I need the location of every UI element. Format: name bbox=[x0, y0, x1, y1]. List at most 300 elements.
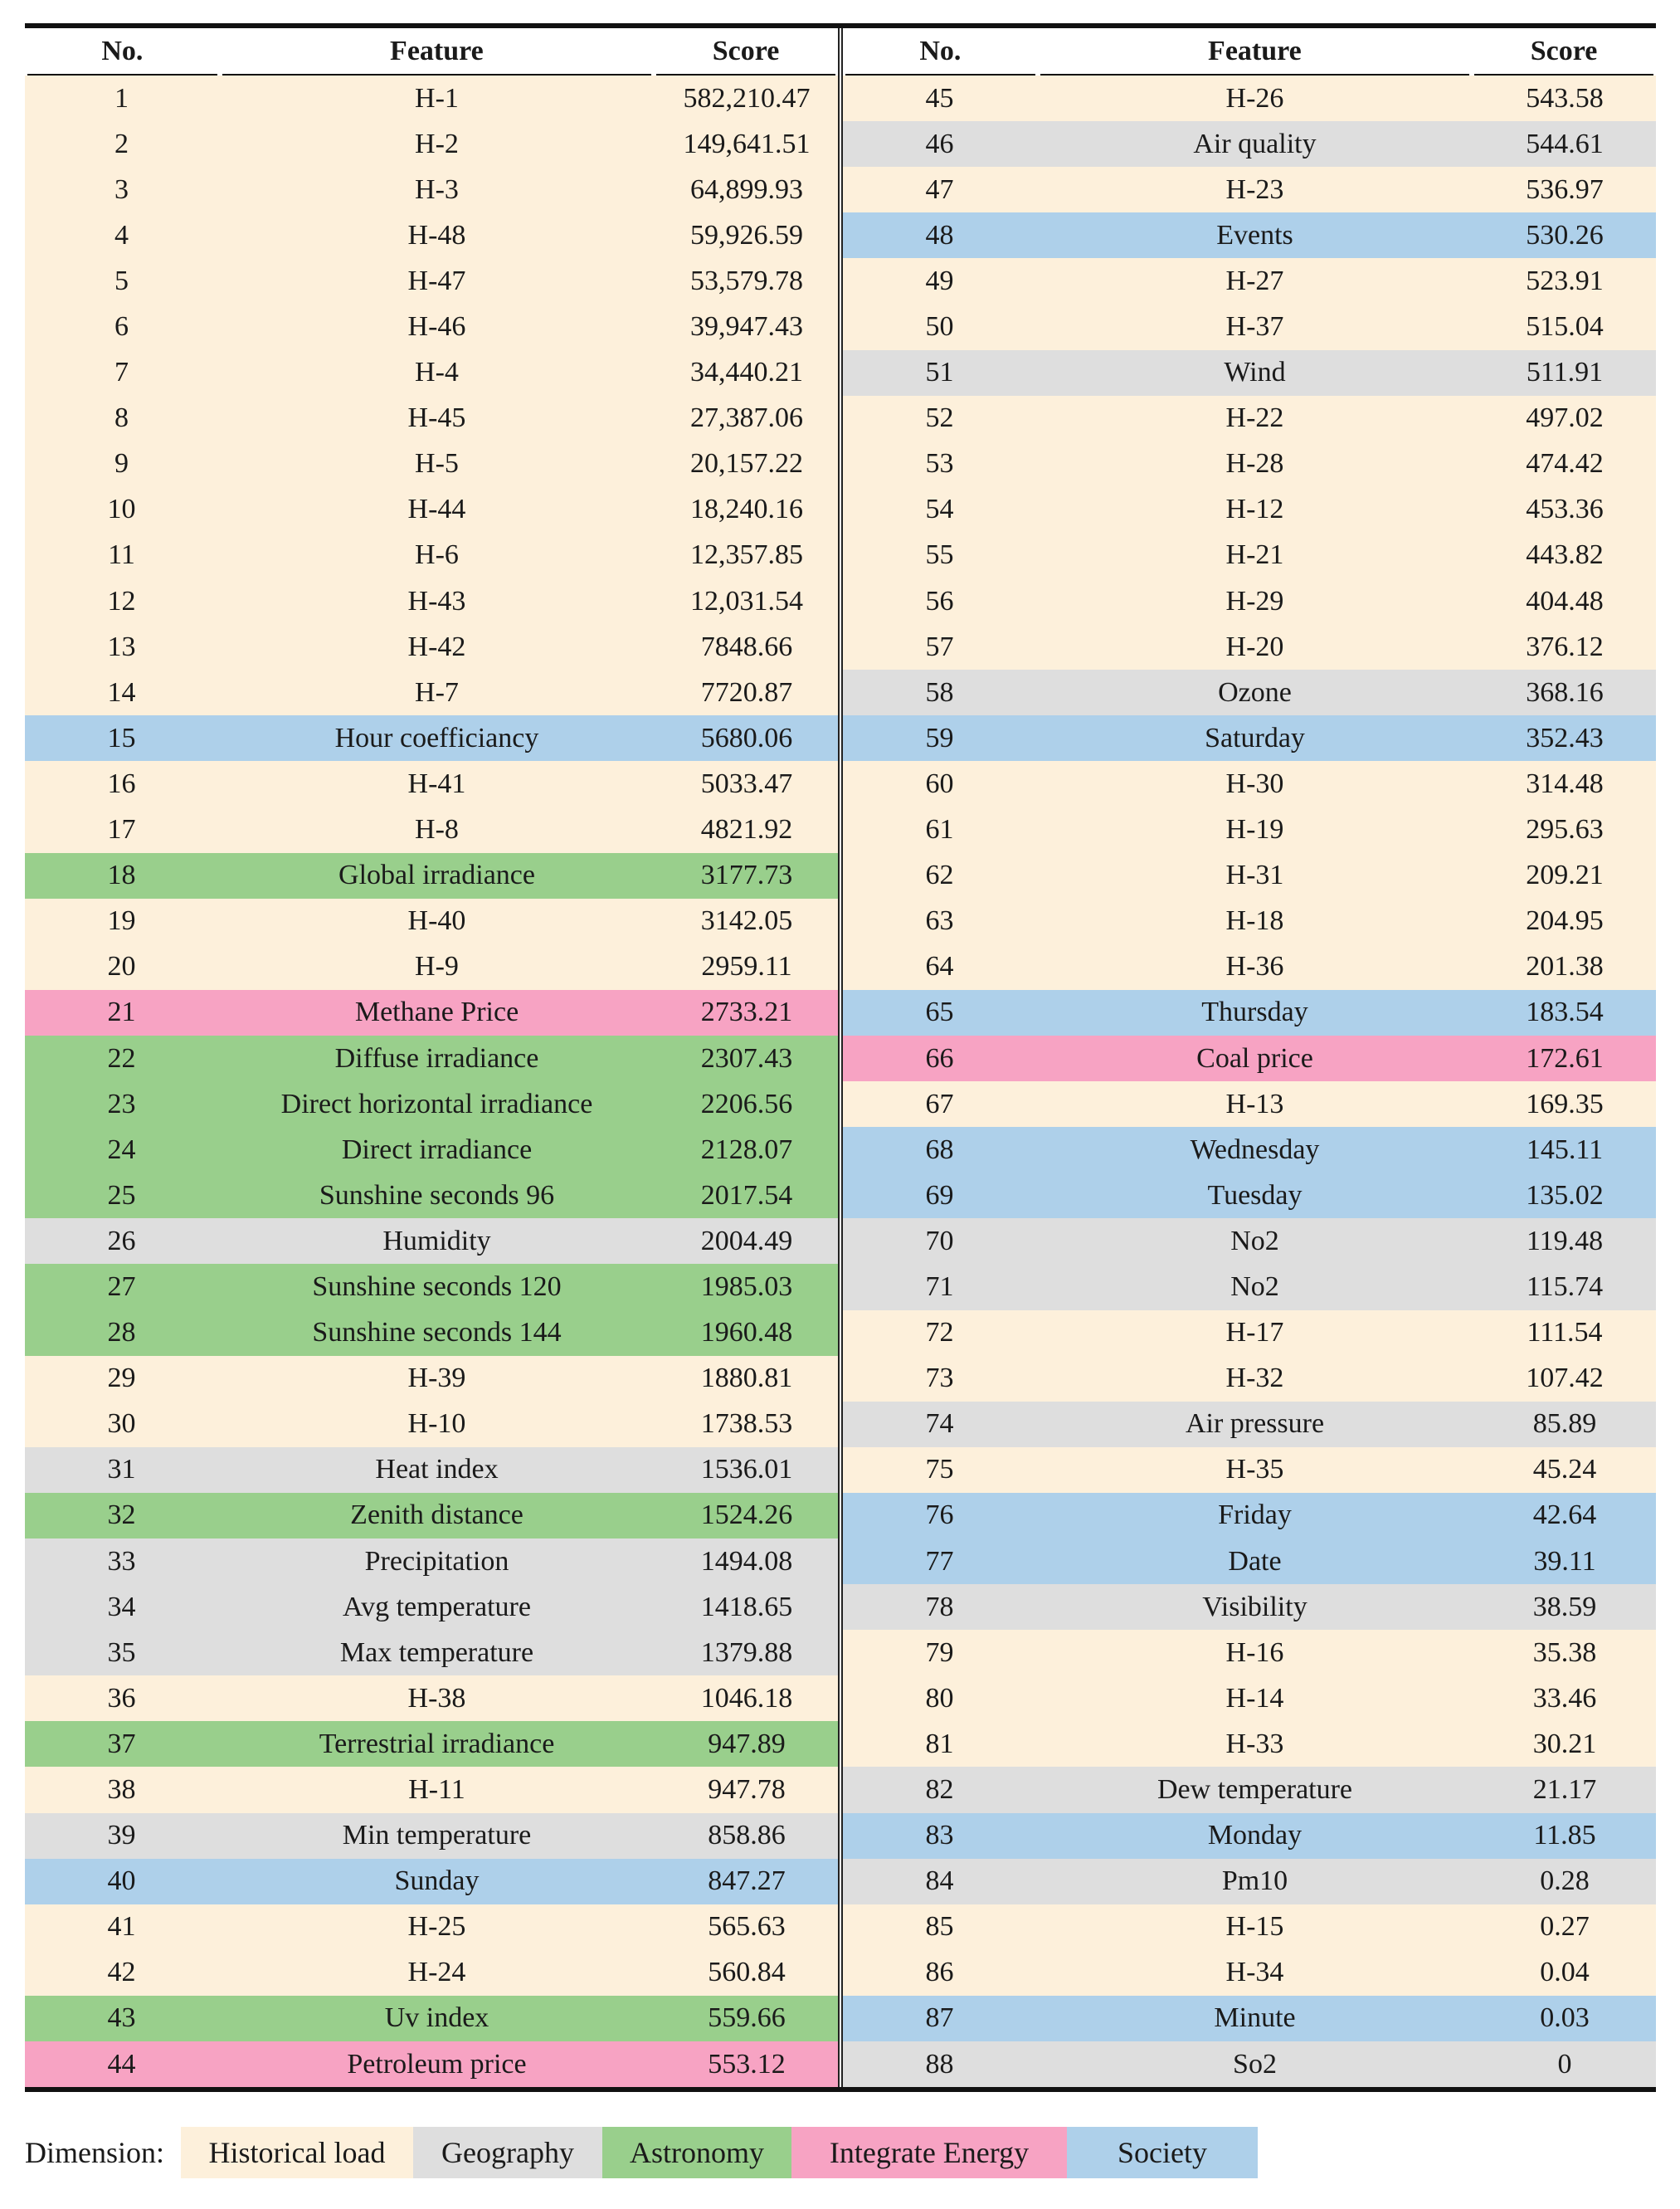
row-feature: Zenith distance bbox=[350, 1499, 523, 1531]
row-feature: Friday bbox=[1218, 1499, 1292, 1531]
row-score: 1738.53 bbox=[700, 1408, 793, 1440]
table-row bbox=[25, 1584, 1656, 1630]
row-right-half bbox=[843, 1538, 1656, 1584]
row-feature: H-20 bbox=[1225, 631, 1284, 662]
row-score: 149,641.51 bbox=[683, 128, 811, 159]
table-row bbox=[25, 670, 1656, 715]
row-feature: H-40 bbox=[407, 905, 466, 937]
row-feature: H-35 bbox=[1225, 1454, 1284, 1485]
row-no: 41 bbox=[107, 1911, 136, 1943]
row-feature: H-14 bbox=[1225, 1682, 1284, 1714]
row-score: 0.04 bbox=[1540, 1957, 1590, 1988]
row-feature: H-30 bbox=[1225, 768, 1284, 799]
row-no: 33 bbox=[107, 1545, 136, 1577]
column-separator bbox=[838, 715, 843, 761]
row-no: 57 bbox=[925, 631, 954, 662]
row-no: 36 bbox=[107, 1682, 136, 1714]
row-no: 29 bbox=[107, 1363, 136, 1394]
table-row bbox=[25, 1264, 1656, 1309]
dimension-legend bbox=[25, 2127, 1258, 2178]
table-row bbox=[25, 167, 1656, 212]
row-no: 60 bbox=[925, 768, 954, 799]
row-feature: H-4 bbox=[415, 357, 459, 388]
row-no: 82 bbox=[925, 1774, 954, 1806]
row-score: 404.48 bbox=[1526, 585, 1604, 617]
row-no: 9 bbox=[114, 448, 129, 480]
row-no: 10 bbox=[107, 494, 136, 525]
row-no: 12 bbox=[107, 585, 136, 617]
row-score: 530.26 bbox=[1526, 219, 1604, 251]
table-row bbox=[25, 1036, 1656, 1081]
row-feature: No2 bbox=[1230, 1270, 1279, 1302]
row-feature: H-25 bbox=[407, 1911, 466, 1943]
row-feature: Thursday bbox=[1201, 997, 1308, 1028]
column-separator bbox=[838, 1218, 843, 1264]
row-score: 947.89 bbox=[708, 1728, 786, 1759]
table-row bbox=[25, 2041, 1656, 2087]
legend-items bbox=[181, 2127, 1258, 2178]
row-no: 43 bbox=[107, 2002, 136, 2034]
row-feature: H-5 bbox=[415, 448, 459, 480]
table-row bbox=[25, 761, 1656, 807]
row-feature: Avg temperature bbox=[343, 1591, 531, 1622]
row-feature: H-31 bbox=[1225, 860, 1284, 891]
row-no: 6 bbox=[114, 311, 129, 343]
row-feature: H-39 bbox=[407, 1363, 466, 1394]
row-no: 1 bbox=[114, 82, 129, 114]
row-left-half bbox=[25, 304, 838, 349]
row-feature: Terrestrial irradiance bbox=[319, 1728, 555, 1759]
row-feature: H-2 bbox=[415, 128, 459, 159]
column-separator bbox=[838, 2041, 843, 2087]
row-no: 65 bbox=[925, 997, 954, 1028]
row-no: 23 bbox=[107, 1088, 136, 1119]
column-separator bbox=[838, 899, 843, 944]
row-score: 947.78 bbox=[708, 1774, 786, 1806]
row-no: 22 bbox=[107, 1042, 136, 1074]
row-no: 8 bbox=[114, 402, 129, 434]
table-row bbox=[25, 1493, 1656, 1538]
column-separator bbox=[838, 350, 843, 396]
row-no: 70 bbox=[925, 1225, 954, 1256]
row-feature: H-43 bbox=[407, 585, 466, 617]
row-score: 2733.21 bbox=[700, 997, 793, 1028]
row-score: 1494.08 bbox=[700, 1545, 793, 1577]
row-right-half bbox=[843, 396, 1656, 441]
column-separator bbox=[838, 853, 843, 899]
row-no: 67 bbox=[925, 1088, 954, 1119]
row-score: 1880.81 bbox=[700, 1363, 793, 1394]
row-right-half bbox=[843, 1859, 1656, 1904]
table-row bbox=[25, 1813, 1656, 1859]
row-right-half bbox=[843, 1904, 1656, 1950]
row-feature: H-41 bbox=[407, 768, 466, 799]
row-right-half bbox=[843, 533, 1656, 578]
row-no: 61 bbox=[925, 814, 954, 846]
row-score: 204.95 bbox=[1526, 905, 1604, 937]
row-score: 544.61 bbox=[1526, 128, 1604, 159]
row-no: 63 bbox=[925, 905, 954, 937]
row-feature: H-22 bbox=[1225, 402, 1284, 434]
row-score: 209.21 bbox=[1526, 860, 1604, 891]
row-score: 1418.65 bbox=[700, 1591, 793, 1622]
row-no: 68 bbox=[925, 1134, 954, 1165]
row-no: 3 bbox=[114, 173, 129, 205]
row-no: 21 bbox=[107, 997, 136, 1028]
row-score: 53,579.78 bbox=[690, 265, 803, 296]
row-score: 453.36 bbox=[1526, 494, 1604, 525]
table-row bbox=[25, 533, 1656, 578]
table-row bbox=[25, 1996, 1656, 2041]
row-score: 39,947.43 bbox=[690, 311, 803, 343]
row-score: 2206.56 bbox=[700, 1088, 793, 1119]
row-feature: Ozone bbox=[1218, 676, 1292, 708]
row-no: 75 bbox=[925, 1454, 954, 1485]
row-feature: H-48 bbox=[407, 219, 466, 251]
row-feature: Air pressure bbox=[1185, 1408, 1325, 1440]
row-left-half bbox=[25, 1127, 838, 1173]
row-left-half bbox=[25, 670, 838, 715]
row-no: 18 bbox=[107, 860, 136, 891]
row-left-half bbox=[25, 350, 838, 396]
row-no: 59 bbox=[925, 722, 954, 753]
column-separator bbox=[838, 1173, 843, 1218]
row-no: 37 bbox=[107, 1728, 136, 1759]
row-right-half bbox=[843, 624, 1656, 670]
row-score: 0 bbox=[1557, 2048, 1572, 2080]
row-no: 58 bbox=[925, 676, 954, 708]
row-no: 86 bbox=[925, 1957, 954, 1988]
row-no: 14 bbox=[107, 676, 136, 708]
column-separator bbox=[838, 807, 843, 853]
row-score: 1379.88 bbox=[700, 1636, 793, 1668]
feature-score-table bbox=[25, 23, 1656, 2092]
table-row bbox=[25, 212, 1656, 258]
column-separator bbox=[838, 1813, 843, 1859]
row-score: 21.17 bbox=[1532, 1774, 1597, 1806]
column-separator bbox=[838, 487, 843, 533]
row-left-half bbox=[25, 624, 838, 670]
table-row bbox=[25, 1904, 1656, 1950]
row-score: 64,899.93 bbox=[690, 173, 803, 205]
row-no: 17 bbox=[107, 814, 136, 846]
row-feature: H-18 bbox=[1225, 905, 1284, 937]
row-score: 85.89 bbox=[1532, 1408, 1597, 1440]
row-score: 20,157.22 bbox=[690, 448, 803, 480]
column-separator bbox=[838, 1447, 843, 1493]
row-feature: Petroleum price bbox=[347, 2048, 527, 2080]
table-row bbox=[25, 1767, 1656, 1812]
row-no: 53 bbox=[925, 448, 954, 480]
row-left-half bbox=[25, 1036, 838, 1081]
row-score: 33.46 bbox=[1532, 1682, 1597, 1714]
row-feature: H-19 bbox=[1225, 814, 1284, 846]
row-score: 553.12 bbox=[708, 2048, 786, 2080]
row-no: 71 bbox=[925, 1270, 954, 1302]
row-score: 11.85 bbox=[1533, 1820, 1596, 1851]
row-no: 19 bbox=[107, 905, 136, 937]
row-no: 7 bbox=[114, 357, 129, 388]
row-feature: H-38 bbox=[407, 1682, 466, 1714]
row-score: 119.48 bbox=[1526, 1225, 1604, 1256]
row-right-half bbox=[843, 1996, 1656, 2041]
row-score: 376.12 bbox=[1526, 631, 1604, 662]
row-feature: H-37 bbox=[1225, 311, 1284, 343]
row-feature: Max temperature bbox=[339, 1636, 534, 1668]
row-score: 145.11 bbox=[1526, 1134, 1604, 1165]
row-left-half bbox=[25, 1538, 838, 1584]
row-score: 172.61 bbox=[1526, 1042, 1604, 1074]
row-score: 3177.73 bbox=[700, 860, 793, 891]
column-separator bbox=[838, 1767, 843, 1812]
row-right-half bbox=[843, 807, 1656, 853]
row-feature: Direct irradiance bbox=[341, 1134, 533, 1165]
row-left-half bbox=[25, 1264, 838, 1309]
row-no: 84 bbox=[925, 1865, 954, 1897]
row-no: 64 bbox=[925, 951, 954, 983]
row-feature: Monday bbox=[1207, 1820, 1303, 1851]
row-no: 20 bbox=[107, 951, 136, 983]
row-score: 183.54 bbox=[1526, 997, 1604, 1028]
table-row bbox=[25, 807, 1656, 853]
row-right-half bbox=[843, 1813, 1656, 1859]
row-feature: Hour coefficiancy bbox=[334, 722, 539, 753]
table-row bbox=[25, 1356, 1656, 1402]
row-feature: H-13 bbox=[1225, 1088, 1284, 1119]
row-right-half bbox=[843, 853, 1656, 899]
row-feature: Air quality bbox=[1193, 128, 1317, 159]
column-separator bbox=[838, 533, 843, 578]
row-left-half bbox=[25, 944, 838, 990]
row-score: 135.02 bbox=[1526, 1179, 1604, 1211]
row-no: 27 bbox=[107, 1270, 136, 1302]
header-row bbox=[25, 28, 1656, 76]
row-score: 59,926.59 bbox=[690, 219, 803, 251]
row-feature: H-34 bbox=[1225, 1957, 1284, 1988]
row-left-half bbox=[25, 807, 838, 853]
row-score: 7720.87 bbox=[700, 676, 793, 708]
header-no: No. bbox=[27, 28, 217, 76]
legend-item-geo: Geography bbox=[413, 2127, 602, 2178]
row-right-half bbox=[843, 1356, 1656, 1402]
legend-title: Dimension: bbox=[25, 2136, 164, 2169]
row-score: 0.03 bbox=[1540, 2002, 1590, 2034]
row-feature: Wind bbox=[1224, 357, 1286, 388]
row-left-half bbox=[25, 533, 838, 578]
row-feature: H-11 bbox=[408, 1774, 465, 1806]
header-feature: Feature bbox=[1040, 28, 1469, 76]
row-score: 515.04 bbox=[1526, 311, 1604, 343]
table-row bbox=[25, 990, 1656, 1036]
row-score: 12,357.85 bbox=[690, 539, 803, 571]
column-separator bbox=[838, 990, 843, 1036]
row-feature: H-6 bbox=[415, 539, 459, 571]
row-score: 169.35 bbox=[1526, 1088, 1604, 1119]
row-no: 78 bbox=[925, 1591, 954, 1622]
row-feature: H-1 bbox=[415, 82, 459, 114]
column-separator bbox=[838, 167, 843, 212]
row-feature: Heat index bbox=[375, 1454, 499, 1485]
row-no: 4 bbox=[114, 219, 129, 251]
row-right-half bbox=[843, 761, 1656, 807]
row-no: 46 bbox=[925, 128, 954, 159]
row-no: 81 bbox=[925, 1728, 954, 1759]
row-feature: H-33 bbox=[1225, 1728, 1284, 1759]
row-feature: H-32 bbox=[1225, 1363, 1284, 1394]
row-no: 55 bbox=[925, 539, 954, 571]
row-no: 69 bbox=[925, 1179, 954, 1211]
column-separator bbox=[838, 761, 843, 807]
row-no: 52 bbox=[925, 402, 954, 434]
row-no: 87 bbox=[925, 2002, 954, 2034]
row-feature: Pm10 bbox=[1221, 1865, 1288, 1897]
row-right-half bbox=[843, 1127, 1656, 1173]
column-separator bbox=[838, 1127, 843, 1173]
table-row bbox=[25, 76, 1656, 121]
row-feature: Global irradiance bbox=[338, 860, 535, 891]
row-right-half bbox=[843, 944, 1656, 990]
row-score: 443.82 bbox=[1526, 539, 1604, 571]
row-no: 50 bbox=[925, 311, 954, 343]
row-feature: H-29 bbox=[1225, 585, 1284, 617]
column-separator bbox=[838, 1264, 843, 1309]
row-left-half bbox=[25, 1950, 838, 1996]
row-score: 7848.66 bbox=[700, 631, 793, 662]
header-score: Score bbox=[656, 28, 835, 76]
row-right-half bbox=[843, 167, 1656, 212]
row-left-half bbox=[25, 1996, 838, 2041]
row-score: 1985.03 bbox=[700, 1270, 793, 1302]
row-feature: H-17 bbox=[1225, 1317, 1284, 1348]
row-no: 83 bbox=[925, 1820, 954, 1851]
row-no: 80 bbox=[925, 1682, 954, 1714]
row-right-half bbox=[843, 899, 1656, 944]
row-left-half bbox=[25, 1675, 838, 1721]
header-score: Score bbox=[1474, 28, 1653, 76]
row-left-half bbox=[25, 1767, 838, 1812]
legend-item-energy: Integrate Energy bbox=[791, 2127, 1067, 2178]
row-feature: Precipitation bbox=[364, 1545, 509, 1577]
row-score: 560.84 bbox=[708, 1957, 786, 1988]
row-no: 42 bbox=[107, 1957, 136, 1988]
row-no: 16 bbox=[107, 768, 136, 799]
row-right-half bbox=[843, 1721, 1656, 1767]
row-score: 0.27 bbox=[1540, 1911, 1590, 1943]
row-left-half bbox=[25, 1310, 838, 1356]
row-left-half bbox=[25, 899, 838, 944]
row-right-half bbox=[843, 258, 1656, 304]
row-right-half bbox=[843, 304, 1656, 349]
table-row bbox=[25, 304, 1656, 349]
row-score: 565.63 bbox=[708, 1911, 786, 1943]
table-row bbox=[25, 1447, 1656, 1493]
row-left-half bbox=[25, 487, 838, 533]
column-separator bbox=[838, 212, 843, 258]
column-separator bbox=[838, 944, 843, 990]
row-left-half bbox=[25, 441, 838, 487]
row-left-half bbox=[25, 1173, 838, 1218]
legend-item-soc: Society bbox=[1067, 2127, 1258, 2178]
row-right-half bbox=[843, 1584, 1656, 1630]
column-separator bbox=[838, 76, 843, 121]
column-separator bbox=[838, 304, 843, 349]
row-no: 76 bbox=[925, 1499, 954, 1531]
row-no: 5 bbox=[114, 265, 129, 296]
row-no: 38 bbox=[107, 1774, 136, 1806]
column-separator bbox=[838, 258, 843, 304]
row-no: 25 bbox=[107, 1179, 136, 1211]
row-feature: Date bbox=[1228, 1545, 1282, 1577]
row-feature: Min temperature bbox=[342, 1820, 532, 1851]
row-no: 34 bbox=[107, 1591, 136, 1622]
row-right-half bbox=[843, 1447, 1656, 1493]
column-separator bbox=[838, 1630, 843, 1675]
row-no: 51 bbox=[925, 357, 954, 388]
row-no: 72 bbox=[925, 1317, 954, 1348]
row-no: 47 bbox=[925, 173, 954, 205]
row-left-half bbox=[25, 212, 838, 258]
row-no: 88 bbox=[925, 2048, 954, 2080]
table-row bbox=[25, 624, 1656, 670]
row-left-half bbox=[25, 1081, 838, 1127]
row-score: 3142.05 bbox=[700, 905, 793, 937]
row-feature: H-8 bbox=[415, 814, 459, 846]
column-separator bbox=[838, 1493, 843, 1538]
column-separator bbox=[838, 396, 843, 441]
table-row bbox=[25, 1081, 1656, 1127]
row-feature: H-12 bbox=[1225, 494, 1284, 525]
row-score: 42.64 bbox=[1532, 1499, 1597, 1531]
column-separator bbox=[838, 441, 843, 487]
row-feature: Events bbox=[1216, 219, 1293, 251]
row-left-half bbox=[25, 1402, 838, 1447]
row-feature: Saturday bbox=[1205, 722, 1305, 753]
table-body bbox=[25, 76, 1656, 2087]
row-right-half bbox=[843, 1310, 1656, 1356]
row-feature: Sunshine seconds 120 bbox=[312, 1270, 562, 1302]
row-left-half bbox=[25, 1447, 838, 1493]
row-no: 44 bbox=[107, 2048, 136, 2080]
row-feature: H-27 bbox=[1225, 265, 1284, 296]
row-score: 582,210.47 bbox=[683, 82, 811, 114]
row-score: 1960.48 bbox=[700, 1317, 793, 1348]
column-separator bbox=[838, 121, 843, 167]
row-right-half bbox=[843, 1630, 1656, 1675]
row-score: 847.27 bbox=[708, 1865, 786, 1897]
row-score: 536.97 bbox=[1526, 173, 1604, 205]
row-right-half bbox=[843, 1767, 1656, 1812]
row-feature: No2 bbox=[1230, 1225, 1279, 1256]
row-left-half bbox=[25, 715, 838, 761]
row-score: 45.24 bbox=[1532, 1454, 1597, 1485]
column-separator bbox=[838, 1996, 843, 2041]
header-feature: Feature bbox=[222, 28, 651, 76]
table-row bbox=[25, 1310, 1656, 1356]
row-feature: Sunshine seconds 96 bbox=[319, 1179, 555, 1211]
row-no: 2 bbox=[114, 128, 129, 159]
row-score: 543.58 bbox=[1526, 82, 1604, 114]
row-score: 34,440.21 bbox=[690, 357, 803, 388]
row-score: 18,240.16 bbox=[690, 494, 803, 525]
row-score: 2017.54 bbox=[700, 1179, 793, 1211]
row-score: 30.21 bbox=[1532, 1728, 1597, 1759]
column-separator bbox=[838, 578, 843, 624]
row-feature: H-28 bbox=[1225, 448, 1284, 480]
row-feature: Wednesday bbox=[1190, 1134, 1320, 1165]
table-row bbox=[25, 1859, 1656, 1904]
row-left-half bbox=[25, 1356, 838, 1402]
row-right-half bbox=[843, 1173, 1656, 1218]
